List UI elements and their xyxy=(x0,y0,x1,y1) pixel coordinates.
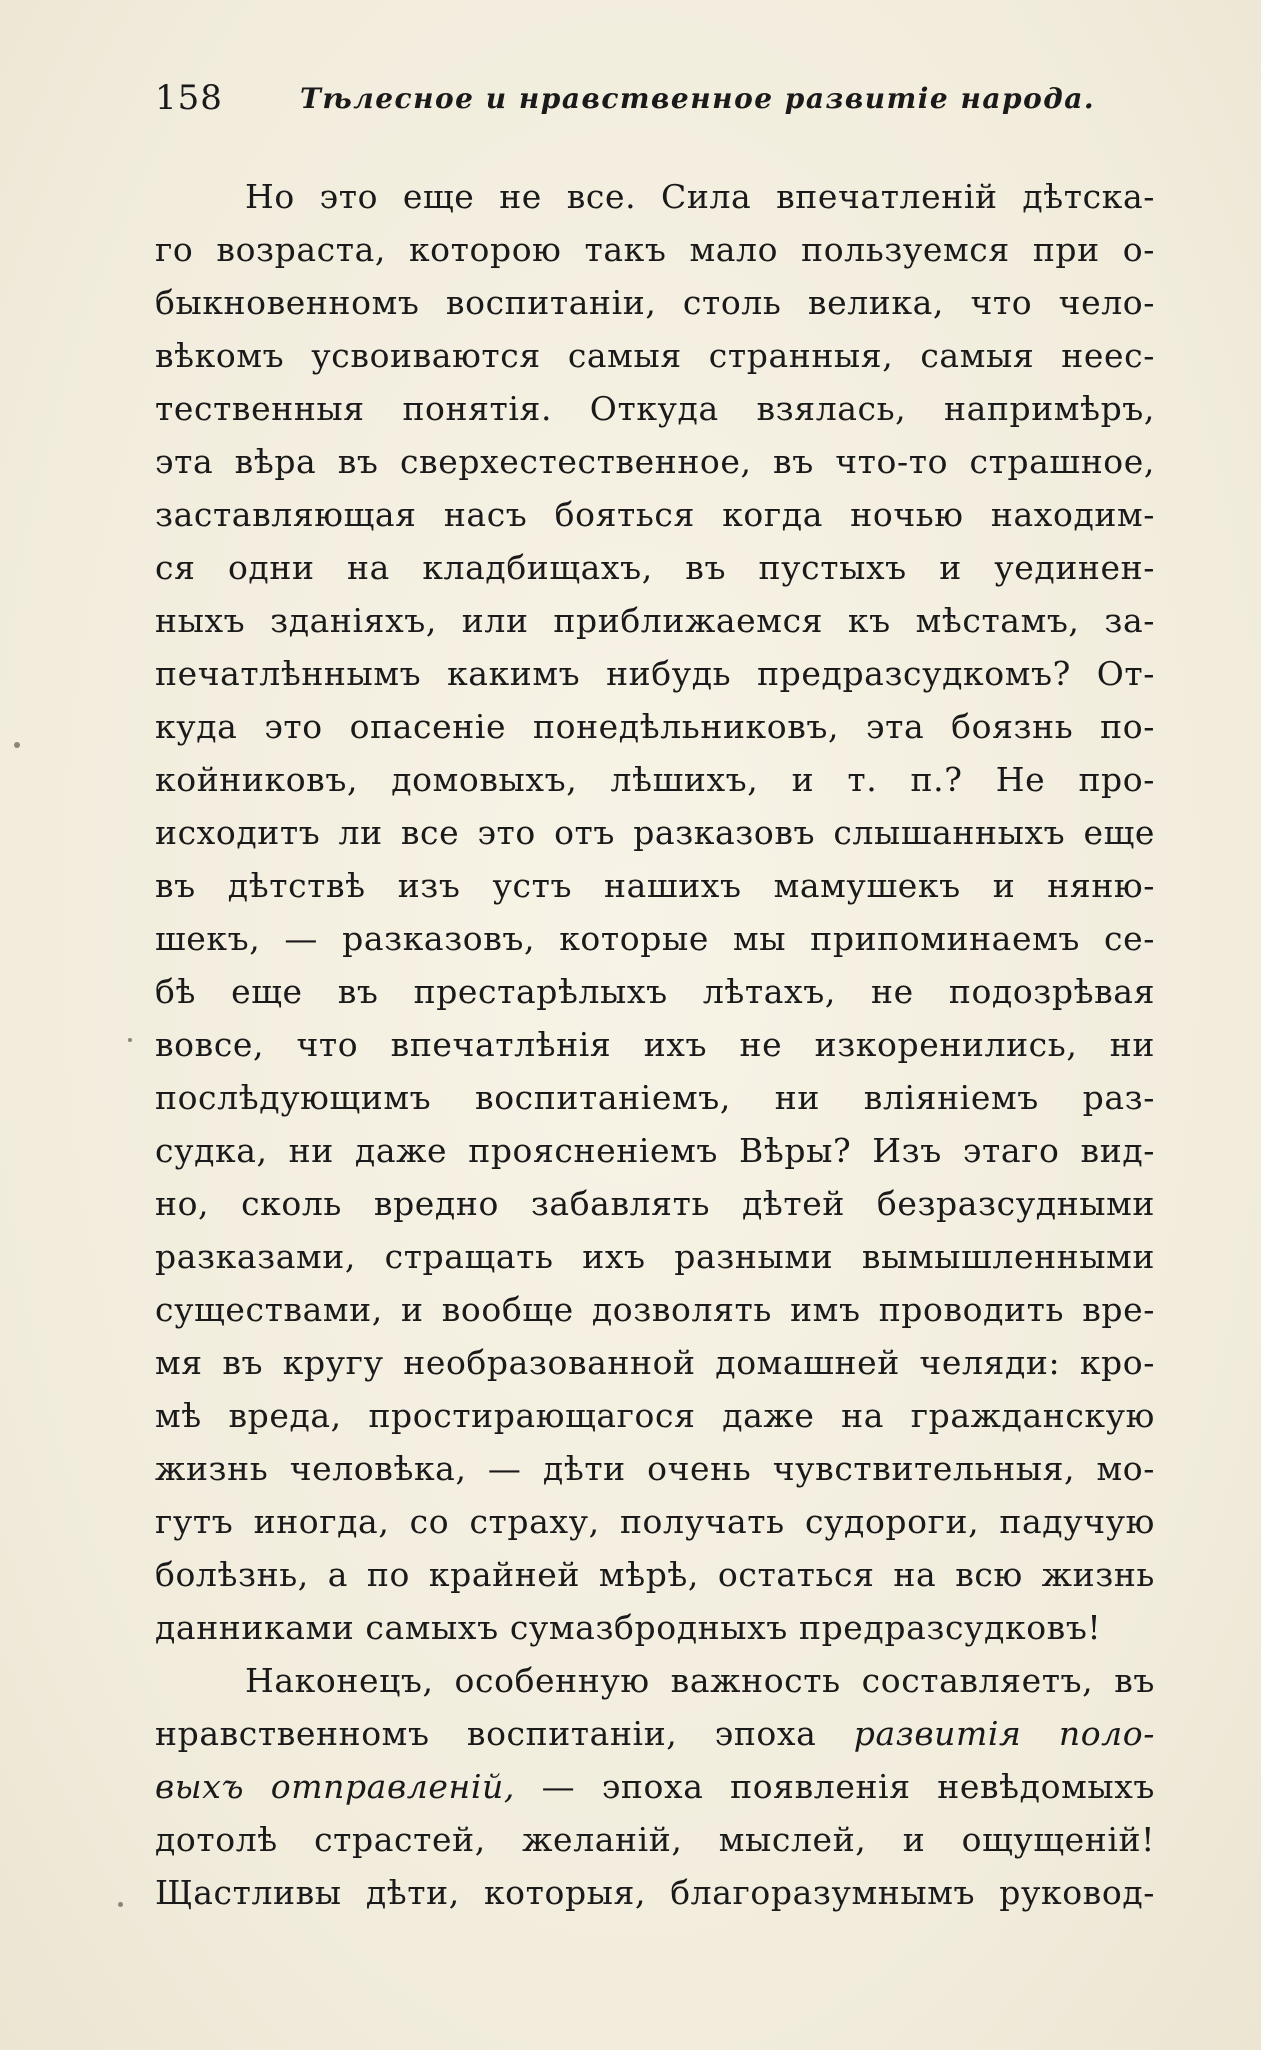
text-run: — эпоха появленія невѣдомыхъ xyxy=(541,1767,1156,1806)
paper-speck xyxy=(14,742,20,748)
text-line: мѣ вреда, простирающагося даже на гражданскую xyxy=(155,1396,1155,1435)
text-line: разказами, стращать ихъ разными вымышленными xyxy=(155,1237,1155,1276)
text-line: болѣзнь, а по крайней мѣрѣ, остаться на всю жизнь xyxy=(155,1555,1155,1594)
text-line: существами, и вообще дозволять имъ проводить вре- xyxy=(155,1290,1155,1329)
text-line: дотолѣ страстей, желаній, мыслей, и ощущеній! xyxy=(155,1820,1155,1859)
page-number: 158 xyxy=(155,78,223,118)
text-line: ся одни на кладбищахъ, въ пустыхъ и уединен- xyxy=(155,548,1155,587)
body-text xyxy=(155,170,1155,1919)
paragraph-1 xyxy=(155,170,1155,1654)
text-line: Наконецъ, особенную важность составляетъ, въ xyxy=(245,1661,1155,1700)
text-line: вѣкомъ усвоиваются самыя странныя, самыя неес- xyxy=(155,336,1155,375)
text-line: исходитъ ли все это отъ разказовъ слышанныхъ еще xyxy=(155,813,1155,852)
text-line: въ дѣтствѣ изъ устъ нашихъ мамушекъ и няню- xyxy=(155,866,1155,905)
text-line: вовсе, что впечатлѣнія ихъ не изкоренились, ни xyxy=(155,1025,1155,1064)
text-line: шекъ, — разказовъ, которые мы припоминаемъ се- xyxy=(155,919,1155,958)
text-line: жизнь человѣка, — дѣти очень чувствительныя, мо- xyxy=(155,1449,1155,1488)
text-run: нравственномъ воспитаніи, эпоха xyxy=(155,1714,817,1753)
text-line: Но это еще не все. Сила впечатленій дѣтска- xyxy=(245,177,1155,216)
italic-text-run: выхъ отправленій, xyxy=(155,1767,515,1806)
text-line: Щастливы дѣти, которыя, благоразумнымъ руковод- xyxy=(155,1873,1155,1912)
text-line: послѣдующимъ воспитаніемъ, ни вліяніемъ раз- xyxy=(155,1078,1155,1117)
paper-speck xyxy=(118,1902,123,1907)
italic-text-run: развитія поло- xyxy=(853,1714,1155,1753)
text-line: гутъ иногда, со страху, получать судороги, падучую xyxy=(155,1502,1155,1541)
paper-speck xyxy=(128,1038,132,1042)
text-line: заставляющая насъ бояться когда ночью находим- xyxy=(155,495,1155,534)
text-line: быкновенномъ воспитаніи, столь велика, что чело- xyxy=(155,283,1155,322)
text-line: данниками самыхъ сумазбродныхъ предразсудковъ! xyxy=(155,1608,1102,1647)
text-line: куда это опасеніе понедѣльниковъ, эта боязнь по- xyxy=(155,707,1155,746)
text-line: мя въ кругу необразованной домашней челяди: кро- xyxy=(155,1343,1155,1382)
text-line: тественныя понятія. Откуда взялась, напримѣръ, xyxy=(155,389,1155,428)
text-line xyxy=(155,1760,1155,1813)
text-line: судка, ни даже проясненіемъ Вѣры? Изъ этаго вид- xyxy=(155,1131,1155,1170)
page-header xyxy=(155,78,1096,128)
text-line: го возраста, которою такъ мало пользуемся при о- xyxy=(155,230,1155,269)
text-line: бѣ еще въ престарѣлыхъ лѣтахъ, не подозрѣвая xyxy=(155,972,1155,1011)
running-title: Тѣлесное и нравственное развитіе народа. xyxy=(300,82,1096,115)
text-line: ныхъ зданіяхъ, или приближаемся къ мѣстамъ, за- xyxy=(155,601,1155,640)
paragraph-2 xyxy=(155,1654,1155,1919)
text-line: эта вѣра въ сверхестественное, въ что-то страшное, xyxy=(155,442,1155,481)
text-line: но, сколь вредно забавлять дѣтей безразсудными xyxy=(155,1184,1155,1223)
text-line: печатлѣннымъ какимъ нибудь предразсудкомъ? От- xyxy=(155,654,1155,693)
text-line: койниковъ, домовыхъ, лѣшихъ, и т. п.? Не про- xyxy=(155,760,1155,799)
text-line xyxy=(155,1707,1155,1760)
